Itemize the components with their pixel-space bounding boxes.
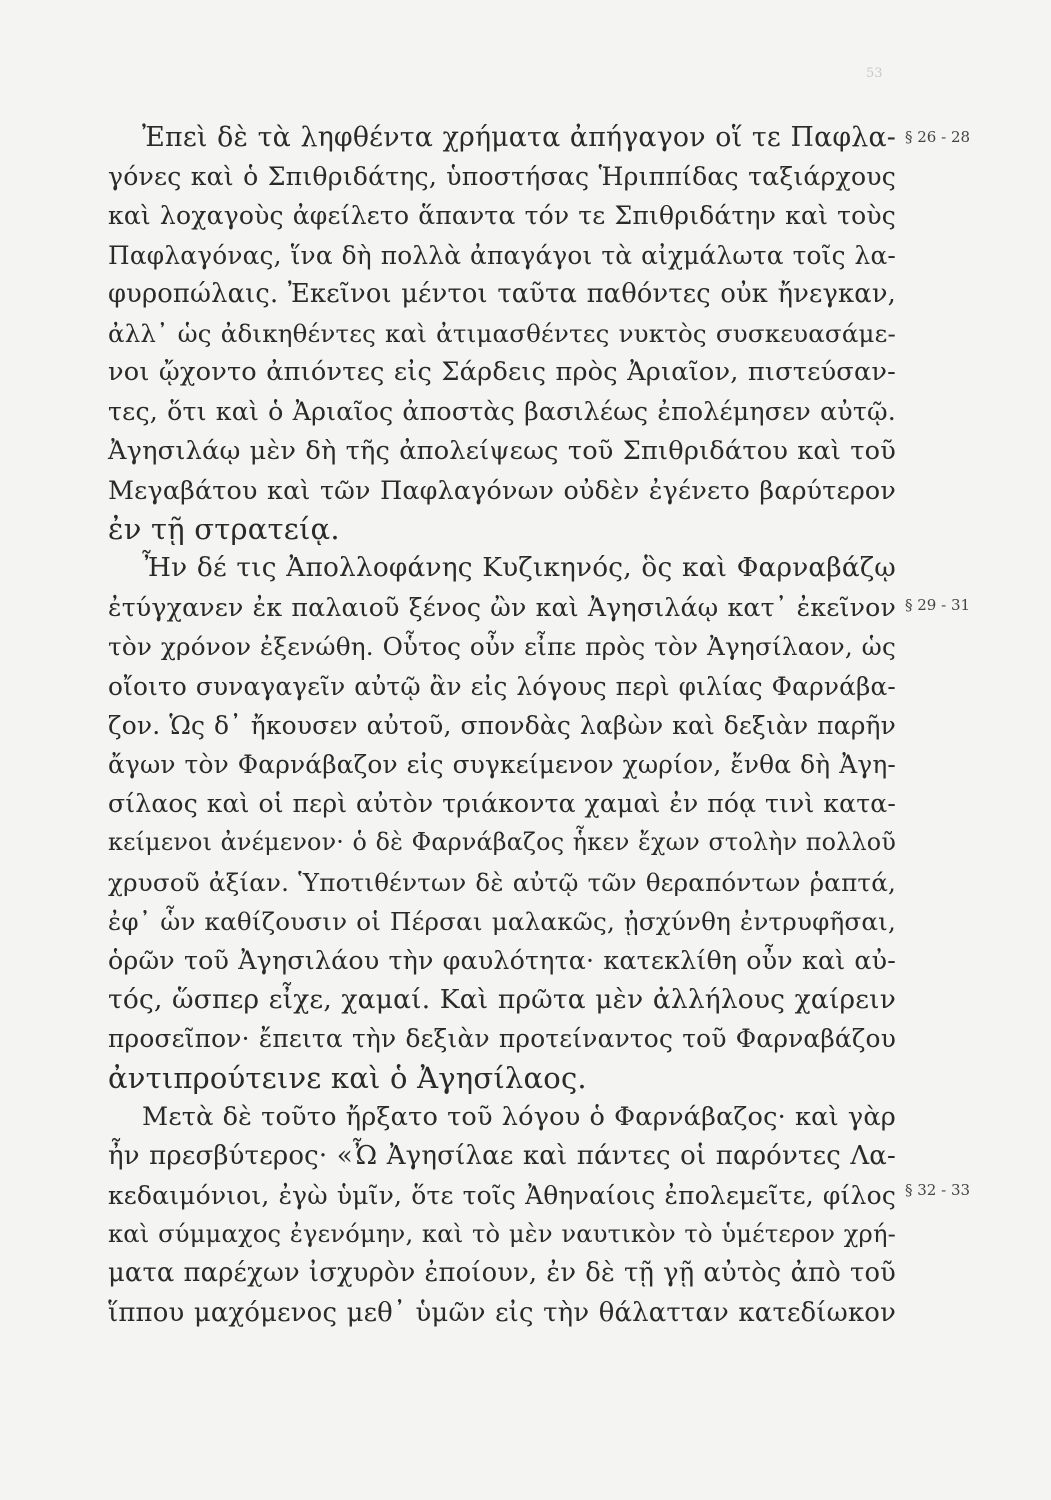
text-line: Ἀγησιλάῳ μὲν δὴ τῆς ἀπολείψεως τοῦ Σπιθριδάτου καὶ τοῦ bbox=[108, 435, 896, 466]
text-line: νοι ᾤχοντο ἀπιόντες εἰς Σάρδεις πρὸς Ἀριαῖον, πιστεύσαν- bbox=[108, 357, 896, 388]
marginal-section-ref: § 29 - 31 bbox=[905, 596, 971, 614]
marginal-section-ref: § 32 - 33 bbox=[905, 1181, 971, 1199]
text-line: χρυσοῦ ἀξίαν. Ὑποτιθέντων δὲ αὐτῷ τῶν θεραπόντων ῥαπτά, bbox=[108, 867, 896, 897]
text-column bbox=[108, 118, 896, 1333]
text-line: ματα παρέχων ἰσχυρὸν ἐποίουν, ἐν δὲ τῇ γῇ αὐτὸς ἀπὸ τοῦ bbox=[108, 1258, 896, 1289]
text-line: Παφλαγόνας, ἵνα δὴ πολλὰ ἀπαγάγοι τὰ αἰχμάλωτα τοῖς λα- bbox=[108, 240, 896, 270]
paragraph-2 bbox=[108, 549, 896, 1098]
text-line: καὶ λοχαγοὺς ἀφείλετο ἅπαντα τόν τε Σπιθριδάτην καὶ τοὺς bbox=[108, 201, 896, 231]
text-line: οἴοιτο συναγαγεῖν αὐτῷ ἂν εἰς λόγους περὶ φιλίας Φαρνάβα- bbox=[108, 671, 896, 701]
text-line: ἦν πρεσβύτερος· «Ὦ Ἀγησίλαε καὶ πάντες οἱ παρόντες Λα- bbox=[108, 1140, 896, 1171]
text-line: κείμενοι ἀνέμενον· ὁ δὲ Φαρνάβαζος ἧκεν ἔχων στολὴν πολλοῦ bbox=[108, 828, 896, 857]
text-line: τός, ὥσπερ εἶχε, χαμαί. Καὶ πρῶτα μὲν ἀλλήλους χαίρειν bbox=[108, 984, 896, 1016]
text-line: καὶ σύμμαχος ἐγενόμην, καὶ τὸ μὲν ναυτικὸν τὸ ὑμέτερον χρή- bbox=[108, 1220, 896, 1249]
text-line: ζον. Ὡς δ᾽ ἤκουσεν αὐτοῦ, σπονδὰς λαβὼν καὶ δεξιὰν παρῆν bbox=[108, 710, 896, 740]
text-line: φυροπώλαις. Ἐκεῖνοι μέντοι ταῦτα παθόντες οὐκ ἤνεγκαν, bbox=[108, 278, 896, 309]
text-line: Μεγαβάτου καὶ τῶν Παφλαγόνων οὐδὲν ἐγένετο βαρύτερον bbox=[108, 474, 896, 505]
text-line: ἵππου μαχόμενος μεθ᾽ ὑμῶν εἰς τὴν θάλατταν κατεδίωκον bbox=[108, 1297, 896, 1328]
text-line: τες, ὅτι καὶ ὁ Ἀριαῖος ἀποστὰς βασιλέως ἐπολέμησεν αὐτῷ. bbox=[108, 397, 896, 427]
text-line: Μετὰ δὲ τοῦτο ἤρξατο τοῦ λόγου ὁ Φαρνάβαζος· καὶ γὰρ bbox=[142, 1101, 896, 1132]
page-number: 53 bbox=[866, 66, 883, 81]
text-line: Ἐπεὶ δὲ τὰ ληφθέντα χρήματα ἀπήγαγον οἵ τε Παφλα- bbox=[142, 122, 896, 153]
text-line: ἐν τῇ στρατείᾳ. bbox=[108, 511, 340, 546]
text-line: ἀλλ᾽ ὡς ἀδικηθέντες καὶ ἀτιμασθέντες νυκτὸς συσκευασάμε- bbox=[108, 318, 896, 348]
text-line: γόνες καὶ ὁ Σπιθριδάτης, ὑποστήσας Ἡριππίδας ταξιάρχους bbox=[108, 162, 896, 192]
paragraph-3 bbox=[108, 1098, 896, 1333]
marginal-section-ref: § 26 - 28 bbox=[905, 128, 971, 146]
text-line: ἄγων τὸν Φαρνάβαζον εἰς συγκείμενον χωρίον, ἔνθα δὴ Ἀγη- bbox=[108, 750, 896, 779]
text-line: προσεῖπον· ἔπειτα τὴν δεξιὰν προτείναντος τοῦ Φαρναβάζου bbox=[108, 1024, 896, 1054]
text-line: σίλαος καὶ οἱ περὶ αὐτὸν τριάκοντα χαμαὶ ἐν πόᾳ τινὶ κατα- bbox=[108, 789, 896, 819]
text-line: ὁρῶν τοῦ Ἀγησιλάου τὴν φαυλότητα· κατεκλίθη οὖν καὶ αὐ- bbox=[108, 945, 896, 975]
text-line: τὸν χρόνον ἐξενώθη. Οὗτος οὖν εἶπε πρὸς τὸν Ἀγησίλαον, ὡς bbox=[108, 632, 896, 662]
text-line: ἐτύγχανεν ἐκ παλαιοῦ ξένος ὢν καὶ Ἀγησιλάῳ κατ᾽ ἐκεῖνον bbox=[108, 593, 896, 623]
text-line: ἐφ᾽ ὧν καθίζουσιν οἱ Πέρσαι μαλακῶς, ᾐσχύνθη ἐντρυφῆσαι, bbox=[108, 906, 896, 936]
paragraph-1 bbox=[108, 118, 896, 549]
text-line: Ἦν δέ τις Ἀπολλοφάνης Κυζικηνός, ὃς καὶ Φαρναβάζῳ bbox=[142, 553, 896, 584]
text-line: ἀντιπρούτεινε καὶ ὁ Ἀγησίλαος. bbox=[108, 1060, 587, 1095]
text-line: κεδαιμόνιοι, ἐγὼ ὑμῖν, ὅτε τοῖς Ἀθηναίοις ἐπολεμεῖτε, φίλος bbox=[108, 1181, 896, 1211]
